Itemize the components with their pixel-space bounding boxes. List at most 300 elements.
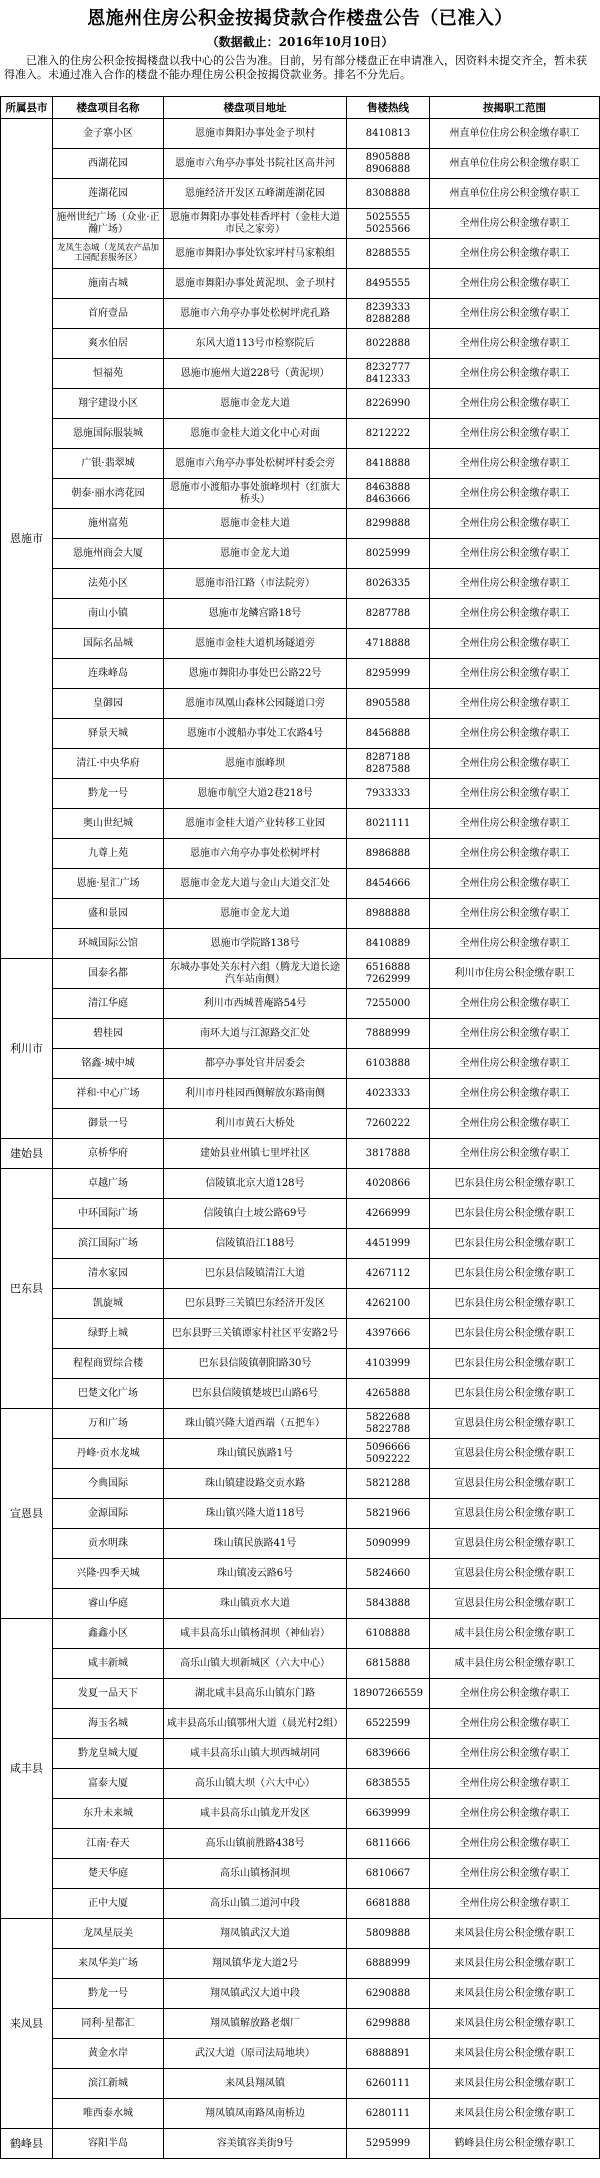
hotline-number: 5096666 xyxy=(365,1441,411,1453)
project-name-cell: 铭鑫·城中城 xyxy=(53,1049,164,1079)
eligible-staff-cell: 来凤县住房公积金缴存职工 xyxy=(430,1919,600,1949)
sales-hotline-cell xyxy=(347,1499,430,1529)
hotline-number: 8288555 xyxy=(365,247,411,259)
hotline-number: 4020866 xyxy=(365,1177,411,1189)
hotline-number: 4451999 xyxy=(365,1237,411,1249)
hotline-number: 6888891 xyxy=(365,2047,411,2059)
project-name-cell: 翔宇建设小区 xyxy=(53,389,164,419)
eligible-staff-cell: 巴东县住房公积金缴存职工 xyxy=(430,1199,600,1229)
sales-hotline-cell xyxy=(347,1379,430,1409)
hotline-number: 4265888 xyxy=(365,1387,411,1399)
hotline-number: 7260222 xyxy=(365,1117,411,1129)
project-address-cell: 巴东县野三关镇谭家村社区平安路2号 xyxy=(164,1319,347,1349)
sales-hotline-cell xyxy=(347,1049,430,1079)
sales-hotline-cell xyxy=(347,1079,430,1109)
sales-hotline-cell xyxy=(347,1019,430,1049)
project-address-cell: 恩施经济开发区五峰湖莲湖花园 xyxy=(164,179,347,209)
project-address-cell: 建始县业州镇七里坪社区 xyxy=(164,1139,347,1169)
hotline-number: 6839666 xyxy=(365,1747,411,1759)
eligible-staff-cell: 巴东县住房公积金缴存职工 xyxy=(430,1169,600,1199)
eligible-staff-cell: 巴东县住房公积金缴存职工 xyxy=(430,1349,600,1379)
project-address-cell: 恩施市舞阳办事处巴公路22号 xyxy=(164,659,347,689)
project-name-cell: 清水家园 xyxy=(53,1259,164,1289)
sales-hotline-cell xyxy=(347,989,430,1019)
project-name-cell: 清江华庭 xyxy=(53,989,164,1019)
project-address-cell: 都亭办事处官井居委会 xyxy=(164,1049,347,1079)
eligible-staff-cell: 全州住房公积金缴存职工 xyxy=(430,329,600,359)
project-name-cell: 恒福苑 xyxy=(53,359,164,389)
eligible-staff-cell: 全州住房公积金缴存职工 xyxy=(430,1709,600,1739)
project-name-cell: 国泰名都 xyxy=(53,959,164,989)
project-address-cell: 恩施市六角亭办事处书院社区高井河 xyxy=(164,149,347,179)
eligible-staff-cell: 全州住房公积金缴存职工 xyxy=(430,1739,600,1769)
sales-hotline-cell xyxy=(347,1799,430,1829)
listing-table xyxy=(0,96,600,2159)
eligible-staff-cell: 全州住房公积金缴存职工 xyxy=(430,659,600,689)
county-cell: 恩施市 xyxy=(1,119,53,959)
project-name-cell: 咸丰新城 xyxy=(53,1649,164,1679)
project-name-cell: 今典国际 xyxy=(53,1469,164,1499)
project-address-cell: 翔凤镇武汉大道中段 xyxy=(164,1979,347,2009)
project-name-cell: 丹峰·贡水龙城 xyxy=(53,1439,164,1469)
sales-hotline-cell xyxy=(347,539,430,569)
project-name-cell: 施南古城 xyxy=(53,269,164,299)
project-name-cell: 首府壹品 xyxy=(53,299,164,329)
eligible-staff-cell: 全州住房公积金缴存职工 xyxy=(430,1019,600,1049)
sales-hotline-cell xyxy=(347,1469,430,1499)
sales-hotline-cell xyxy=(347,2009,430,2039)
eligible-staff-cell: 全州住房公积金缴存职工 xyxy=(430,479,600,509)
sales-hotline-cell xyxy=(347,1289,430,1319)
hotline-number: 6516888 xyxy=(365,961,411,973)
hotline-number: 8986888 xyxy=(365,847,411,859)
sales-hotline-cell xyxy=(347,2039,430,2069)
eligible-staff-cell: 宣恩县住房公积金缴存职工 xyxy=(430,1469,600,1499)
hotline-number: 8232777 xyxy=(365,361,411,373)
project-address-cell: 恩施市凤凰山森林公园隧道口旁 xyxy=(164,689,347,719)
hotline-number: 8239333 xyxy=(365,301,411,313)
hotline-number: 5090999 xyxy=(365,1537,411,1549)
eligible-staff-cell: 全州住房公积金缴存职工 xyxy=(430,929,600,959)
hotline-number: 6888999 xyxy=(365,1957,411,1969)
project-address-cell: 巴东县信陵镇楚坡巴山路6号 xyxy=(164,1379,347,1409)
hotline-number: 8456888 xyxy=(365,727,411,739)
project-name-cell: 西湖花园 xyxy=(53,149,164,179)
sales-hotline-cell xyxy=(347,1259,430,1289)
eligible-staff-cell: 利川市住房公积金缴存职工 xyxy=(430,959,600,989)
county-cell: 宣恩县 xyxy=(1,1409,53,1619)
hotline-number: 5843888 xyxy=(365,1597,411,1609)
data-cutoff-date: （数据截止：2016年10月10日） xyxy=(206,35,394,49)
eligible-staff-cell: 全州住房公积金缴存职工 xyxy=(430,1829,600,1859)
hotline-number: 6260111 xyxy=(365,2077,411,2089)
project-address-cell: 容美镇容美街9号 xyxy=(164,2129,347,2159)
sales-hotline-cell xyxy=(347,449,430,479)
project-address-cell: 珠山镇凌云路6号 xyxy=(164,1559,347,1589)
project-name-cell: 金子寨小区 xyxy=(53,119,164,149)
hotline-number: 8025999 xyxy=(365,547,411,559)
hotline-number: 4023333 xyxy=(365,1087,411,1099)
eligible-staff-cell: 全州住房公积金缴存职工 xyxy=(430,749,600,779)
sales-hotline-cell xyxy=(347,479,430,509)
hotline-number: 8287588 xyxy=(365,763,411,775)
eligible-staff-cell: 全州住房公积金缴存职工 xyxy=(430,539,600,569)
hotline-number: 5092222 xyxy=(365,1453,411,1465)
project-address-cell: 恩施市金龙大道 xyxy=(164,899,347,929)
project-name-cell: 唯西泰水城 xyxy=(53,2099,164,2129)
project-name-cell: 黔龙一号 xyxy=(53,779,164,809)
hotline-number: 8226990 xyxy=(365,397,411,409)
eligible-staff-cell: 来凤县住房公积金缴存职工 xyxy=(430,2099,600,2129)
eligible-staff-cell: 州直单位住房公积金缴存职工 xyxy=(430,149,600,179)
hotline-number: 8454666 xyxy=(365,877,411,889)
hotline-number: 8288288 xyxy=(365,313,411,325)
eligible-staff-cell: 全州住房公积金缴存职工 xyxy=(430,1799,600,1829)
sales-hotline-cell xyxy=(347,2099,430,2129)
project-address-cell: 高乐山镇大坝（六大中心） xyxy=(164,1769,347,1799)
eligible-staff-cell: 全州住房公积金缴存职工 xyxy=(430,779,600,809)
eligible-staff-cell: 巴东县住房公积金缴存职工 xyxy=(430,1229,600,1259)
sales-hotline-cell xyxy=(347,689,430,719)
project-address-cell: 恩施市舞阳办事处钦家坪村马家粮组 xyxy=(164,239,347,269)
hotline-number: 7933333 xyxy=(365,787,411,799)
county-cell: 建始县 xyxy=(1,1139,53,1169)
hotline-number: 4262100 xyxy=(365,1297,411,1309)
hotline-number: 6810667 xyxy=(365,1867,411,1879)
hotline-number: 8287788 xyxy=(365,607,411,619)
sales-hotline-cell xyxy=(347,1529,430,1559)
header-sales-hotline: 售楼热线 xyxy=(347,97,430,119)
project-address-cell: 巴东县信陵镇清江大道 xyxy=(164,1259,347,1289)
project-address-cell: 高乐山镇大坝新城区（六大中心） xyxy=(164,1649,347,1679)
project-name-cell: 恩施·星汇广场 xyxy=(53,869,164,899)
sales-hotline-cell xyxy=(347,1109,430,1139)
hotline-number: 6811666 xyxy=(365,1837,411,1849)
sales-hotline-cell xyxy=(347,1949,430,1979)
hotline-number: 8026335 xyxy=(365,577,411,589)
sales-hotline-cell xyxy=(347,1859,430,1889)
hotline-number: 8412333 xyxy=(365,373,411,385)
project-name-cell: 程程商贸综合楼 xyxy=(53,1349,164,1379)
project-address-cell: 咸丰县高乐山镇龙开发区 xyxy=(164,1799,347,1829)
sales-hotline-cell xyxy=(347,959,430,989)
project-name-cell: 龙凤生态城（龙凤农产品加工园配套服务区） xyxy=(53,239,164,269)
project-name-cell: 碧桂园 xyxy=(53,1019,164,1049)
hotline-number: 8021111 xyxy=(365,817,411,829)
project-name-cell: 凯旋城 xyxy=(53,1289,164,1319)
sales-hotline-cell xyxy=(347,839,430,869)
sales-hotline-cell xyxy=(347,1169,430,1199)
county-cell: 利川市 xyxy=(1,959,53,1139)
hotline-number: 5821288 xyxy=(365,1477,411,1489)
hotline-number: 6681888 xyxy=(365,1897,411,1909)
hotline-number: 6280111 xyxy=(365,2107,411,2119)
sales-hotline-cell xyxy=(347,1649,430,1679)
project-address-cell: 高乐山镇前胜路438号 xyxy=(164,1829,347,1859)
sales-hotline-cell xyxy=(347,1979,430,2009)
project-address-cell: 珠山镇民族路41号 xyxy=(164,1529,347,1559)
eligible-staff-cell: 全州住房公积金缴存职工 xyxy=(430,209,600,239)
project-address-cell: 高乐山镇二道河中段 xyxy=(164,1889,347,1919)
sales-hotline-cell xyxy=(347,1199,430,1229)
eligible-staff-cell: 全州住房公积金缴存职工 xyxy=(430,419,600,449)
eligible-staff-cell: 巴东县住房公积金缴存职工 xyxy=(430,1319,600,1349)
project-address-cell: 恩施市小渡船办事处工农路4号 xyxy=(164,719,347,749)
hotline-number: 5822688 xyxy=(365,1411,411,1423)
hotline-number: 7888999 xyxy=(365,1027,411,1039)
project-name-cell: 卓越广场 xyxy=(53,1169,164,1199)
hotline-number: 5822788 xyxy=(365,1423,411,1435)
sales-hotline-cell xyxy=(347,2069,430,2099)
eligible-staff-cell: 全州住房公积金缴存职工 xyxy=(430,899,600,929)
eligible-staff-cell: 来凤县住房公积金缴存职工 xyxy=(430,1979,600,2009)
project-name-cell: 环城国际公馆 xyxy=(53,929,164,959)
project-address-cell: 恩施市六角亭办事处松树坪村委会旁 xyxy=(164,449,347,479)
project-name-cell: 巴楚文化广场 xyxy=(53,1379,164,1409)
hotline-number: 5025555 xyxy=(365,211,411,223)
project-address-cell: 恩施市舞阳办事处桂香坪村（金桂大道市民之家旁） xyxy=(164,209,347,239)
eligible-staff-cell: 巴东县住房公积金缴存职工 xyxy=(430,1379,600,1409)
county-cell: 咸丰县 xyxy=(1,1619,53,1919)
sales-hotline-cell xyxy=(347,719,430,749)
eligible-staff-cell: 州直单位住房公积金缴存职工 xyxy=(430,119,600,149)
eligible-staff-cell: 宣恩县住房公积金缴存职工 xyxy=(430,1529,600,1559)
eligible-staff-cell: 咸丰县住房公积金缴存职工 xyxy=(430,1649,600,1679)
sales-hotline-cell xyxy=(347,1559,430,1589)
sales-hotline-cell xyxy=(347,179,430,209)
eligible-staff-cell: 全州住房公积金缴存职工 xyxy=(430,509,600,539)
sales-hotline-cell xyxy=(347,1769,430,1799)
eligible-staff-cell: 宣恩县住房公积金缴存职工 xyxy=(430,1589,600,1619)
project-address-cell: 恩施市金龙大道 xyxy=(164,389,347,419)
eligible-staff-cell: 全州住房公积金缴存职工 xyxy=(430,989,600,1019)
sales-hotline-cell xyxy=(347,1589,430,1619)
sales-hotline-cell xyxy=(347,359,430,389)
sales-hotline-cell xyxy=(347,509,430,539)
hotline-number: 5809888 xyxy=(365,1927,411,1939)
project-name-cell: 龙凤星辰美 xyxy=(53,1919,164,1949)
project-address-cell: 恩施市金桂大道产业转移工业园 xyxy=(164,809,347,839)
hotline-number: 4103999 xyxy=(365,1357,411,1369)
project-name-cell: 海玉名城 xyxy=(53,1709,164,1739)
project-address-cell: 恩施市金桂大道文化中心对面 xyxy=(164,419,347,449)
project-address-cell: 恩施市舞阳办事处金子坝村 xyxy=(164,119,347,149)
sales-hotline-cell xyxy=(347,1889,430,1919)
sales-hotline-cell xyxy=(347,1679,430,1709)
hotline-number: 3817888 xyxy=(365,1147,411,1159)
sales-hotline-cell xyxy=(347,569,430,599)
sales-hotline-cell xyxy=(347,1619,430,1649)
project-address-cell: 武汉大道（原司法局地块） xyxy=(164,2039,347,2069)
eligible-staff-cell: 全州住房公积金缴存职工 xyxy=(430,599,600,629)
project-name-cell: 兴隆·四季天城 xyxy=(53,1559,164,1589)
sales-hotline-cell xyxy=(347,899,430,929)
project-address-cell: 珠山镇兴隆大道118号 xyxy=(164,1499,347,1529)
eligible-staff-cell: 全州住房公积金缴存职工 xyxy=(430,1679,600,1709)
project-address-cell: 恩施市金桂大道 xyxy=(164,509,347,539)
eligible-staff-cell: 全州住房公积金缴存职工 xyxy=(430,839,600,869)
eligible-staff-cell: 来凤县住房公积金缴存职工 xyxy=(430,2039,600,2069)
hotline-number: 5821966 xyxy=(365,1507,411,1519)
sales-hotline-cell xyxy=(347,269,430,299)
project-name-cell: 连珠峰岛 xyxy=(53,659,164,689)
project-address-cell: 利川市丹桂园西侧解放东路南侧 xyxy=(164,1079,347,1109)
sales-hotline-cell xyxy=(347,1709,430,1739)
project-address-cell: 巴东县信陵镇朝阳路30号 xyxy=(164,1349,347,1379)
eligible-staff-cell: 全州住房公积金缴存职工 xyxy=(430,1079,600,1109)
project-address-cell: 恩施市金桂大道机场隧道旁 xyxy=(164,629,347,659)
project-address-cell: 高乐山镇杨洞坝 xyxy=(164,1859,347,1889)
hotline-number: 8905888 xyxy=(365,151,411,163)
project-name-cell: 恩施州商会大厦 xyxy=(53,539,164,569)
hotline-number: 8906888 xyxy=(365,163,411,175)
project-name-cell: 容阳半岛 xyxy=(53,2129,164,2159)
hotline-number: 6290888 xyxy=(365,1987,411,1999)
sales-hotline-cell xyxy=(347,1319,430,1349)
project-address-cell: 恩施市金龙大道 xyxy=(164,539,347,569)
project-name-cell: 驿景天城 xyxy=(53,719,164,749)
project-name-cell: 中环国际广场 xyxy=(53,1199,164,1229)
hotline-number: 8299888 xyxy=(365,517,411,529)
hotline-number: 8287188 xyxy=(365,751,411,763)
hotline-number: 6838555 xyxy=(365,1777,411,1789)
sales-hotline-cell xyxy=(347,1139,430,1169)
project-name-cell: 御景一号 xyxy=(53,1109,164,1139)
sales-hotline-cell xyxy=(347,749,430,779)
sales-hotline-cell xyxy=(347,1919,430,1949)
project-address-cell: 恩施市舞阳办事处黄泥坝、金子坝村 xyxy=(164,269,347,299)
hotline-number: 8410813 xyxy=(365,127,411,139)
project-name-cell: 金源国际 xyxy=(53,1499,164,1529)
project-address-cell: 恩施市小渡船办事处旗峰坝村（红旗大桥头） xyxy=(164,479,347,509)
hotline-number: 6639999 xyxy=(365,1807,411,1819)
project-address-cell: 东风大道113号市检察院后 xyxy=(164,329,347,359)
eligible-staff-cell: 巴东县住房公积金缴存职工 xyxy=(430,1289,600,1319)
sales-hotline-cell xyxy=(347,149,430,179)
hotline-number: 6522599 xyxy=(365,1717,411,1729)
sales-hotline-cell xyxy=(347,389,430,419)
project-name-cell: 清江·中央华府 xyxy=(53,749,164,779)
project-address-cell: 珠山镇兴隆大道西端（五把车） xyxy=(164,1409,347,1439)
hotline-number: 8022888 xyxy=(365,337,411,349)
project-name-cell: 鑫鑫小区 xyxy=(53,1619,164,1649)
project-address-cell: 湖北咸丰县高乐山镇东门路 xyxy=(164,1679,347,1709)
sales-hotline-cell xyxy=(347,1229,430,1259)
eligible-staff-cell: 全州住房公积金缴存职工 xyxy=(430,1049,600,1079)
project-address-cell: 咸丰县高乐山镇杨洞坝（神仙岩） xyxy=(164,1619,347,1649)
notice-title: 恩施州住房公积金按揭贷款合作楼盘公告（已准入） xyxy=(87,8,513,29)
eligible-staff-cell: 州直单位住房公积金缴存职工 xyxy=(430,179,600,209)
project-name-cell: 黄金水岸 xyxy=(53,2039,164,2069)
project-name-cell: 施州富苑 xyxy=(53,509,164,539)
project-name-cell: 来凤华美广场 xyxy=(53,1949,164,1979)
eligible-staff-cell: 全州住房公积金缴存职工 xyxy=(430,269,600,299)
project-name-cell: 滨江新城 xyxy=(53,2069,164,2099)
project-address-cell: 翔凤镇武汉大道 xyxy=(164,1919,347,1949)
hotline-number: 7262999 xyxy=(365,973,411,985)
project-address-cell: 珠山镇建设路交贡水路 xyxy=(164,1469,347,1499)
hotline-number: 6815888 xyxy=(365,1657,411,1669)
project-address-cell: 利川市西城普庵路54号 xyxy=(164,989,347,1019)
sales-hotline-cell xyxy=(347,929,430,959)
project-name-cell: 施州世纪广场（众业·正瀚广场） xyxy=(53,209,164,239)
project-name-cell: 朝泰·丽水湾花园 xyxy=(53,479,164,509)
hotline-number: 4267112 xyxy=(365,1267,411,1279)
project-address-cell: 来凤县翔凤镇 xyxy=(164,2069,347,2099)
eligible-staff-cell: 全州住房公积金缴存职工 xyxy=(430,689,600,719)
project-name-cell: 奥山世纪城 xyxy=(53,809,164,839)
sales-hotline-cell xyxy=(347,299,430,329)
header-county: 所属县市 xyxy=(1,97,53,119)
hotline-number: 8905588 xyxy=(365,697,411,709)
hotline-number: 5295999 xyxy=(365,2137,411,2149)
sales-hotline-cell xyxy=(347,1439,430,1469)
project-name-cell: 祥和·中心广场 xyxy=(53,1079,164,1109)
project-address-cell: 恩施市航空大道2巷218号 xyxy=(164,779,347,809)
project-address-cell: 信陵镇白土坡公路69号 xyxy=(164,1199,347,1229)
hotline-number: 7255000 xyxy=(365,997,411,1009)
header-eligible-staff: 按揭职工范围 xyxy=(430,97,600,119)
project-name-cell: 东升未来城 xyxy=(53,1799,164,1829)
eligible-staff-cell: 全州住房公积金缴存职工 xyxy=(430,629,600,659)
eligible-staff-cell: 全州住房公积金缴存职工 xyxy=(430,239,600,269)
project-address-cell: 恩施市金龙大道与金山大道交汇处 xyxy=(164,869,347,899)
eligible-staff-cell: 全州住房公积金缴存职工 xyxy=(430,569,600,599)
sales-hotline-cell xyxy=(347,1349,430,1379)
eligible-staff-cell: 全州住房公积金缴存职工 xyxy=(430,389,600,419)
project-address-cell: 恩施市六角亭办事处松树坪虎孔路 xyxy=(164,299,347,329)
eligible-staff-cell: 宣恩县住房公积金缴存职工 xyxy=(430,1559,600,1589)
hotline-number: 8410889 xyxy=(365,937,411,949)
sales-hotline-cell xyxy=(347,329,430,359)
hotline-number: 6108888 xyxy=(365,1627,411,1639)
eligible-staff-cell: 全州住房公积金缴存职工 xyxy=(430,719,600,749)
hotline-number: 4397666 xyxy=(365,1327,411,1339)
sales-hotline-cell xyxy=(347,659,430,689)
project-name-cell: 京桥华府 xyxy=(53,1139,164,1169)
sales-hotline-cell xyxy=(347,809,430,839)
project-address-cell: 巴东县野三关镇巴东经济开发区 xyxy=(164,1289,347,1319)
project-address-cell: 信陵镇北京大道128号 xyxy=(164,1169,347,1199)
header-project-address: 楼盘项目地址 xyxy=(164,97,347,119)
eligible-staff-cell: 全州住房公积金缴存职工 xyxy=(430,1139,600,1169)
project-name-cell: 江南·春天 xyxy=(53,1829,164,1859)
project-name-cell: 爽水伯居 xyxy=(53,329,164,359)
eligible-staff-cell: 全州住房公积金缴存职工 xyxy=(430,1889,600,1919)
sales-hotline-cell xyxy=(347,119,430,149)
eligible-staff-cell: 全州住房公积金缴存职工 xyxy=(430,449,600,479)
project-name-cell: 恩施国际服装城 xyxy=(53,419,164,449)
eligible-staff-cell: 全州住房公积金缴存职工 xyxy=(430,809,600,839)
project-address-cell: 珠山镇贡水大道 xyxy=(164,1589,347,1619)
hotline-number: 6103888 xyxy=(365,1057,411,1069)
project-name-cell: 万和广场 xyxy=(53,1409,164,1439)
project-name-cell: 同利·星都汇 xyxy=(53,2009,164,2039)
project-name-cell: 南山小镇 xyxy=(53,599,164,629)
eligible-staff-cell: 鹤峰县住房公积金缴存职工 xyxy=(430,2129,600,2159)
hotline-number: 8418888 xyxy=(365,457,411,469)
sales-hotline-cell xyxy=(347,869,430,899)
project-address-cell: 恩施市六角亭办事处松树坪村 xyxy=(164,839,347,869)
eligible-staff-cell: 宣恩县住房公积金缴存职工 xyxy=(430,1439,600,1469)
eligible-staff-cell: 全州住房公积金缴存职工 xyxy=(430,1769,600,1799)
project-name-cell: 绿野上城 xyxy=(53,1319,164,1349)
project-name-cell: 广银·翡翠城 xyxy=(53,449,164,479)
header-project-name: 楼盘项目名称 xyxy=(53,97,164,119)
eligible-staff-cell: 全州住房公积金缴存职工 xyxy=(430,1859,600,1889)
project-address-cell: 咸丰县高乐山镇大坝西城胡同 xyxy=(164,1739,347,1769)
project-address-cell: 恩施市施州大道228号（黄泥坝） xyxy=(164,359,347,389)
